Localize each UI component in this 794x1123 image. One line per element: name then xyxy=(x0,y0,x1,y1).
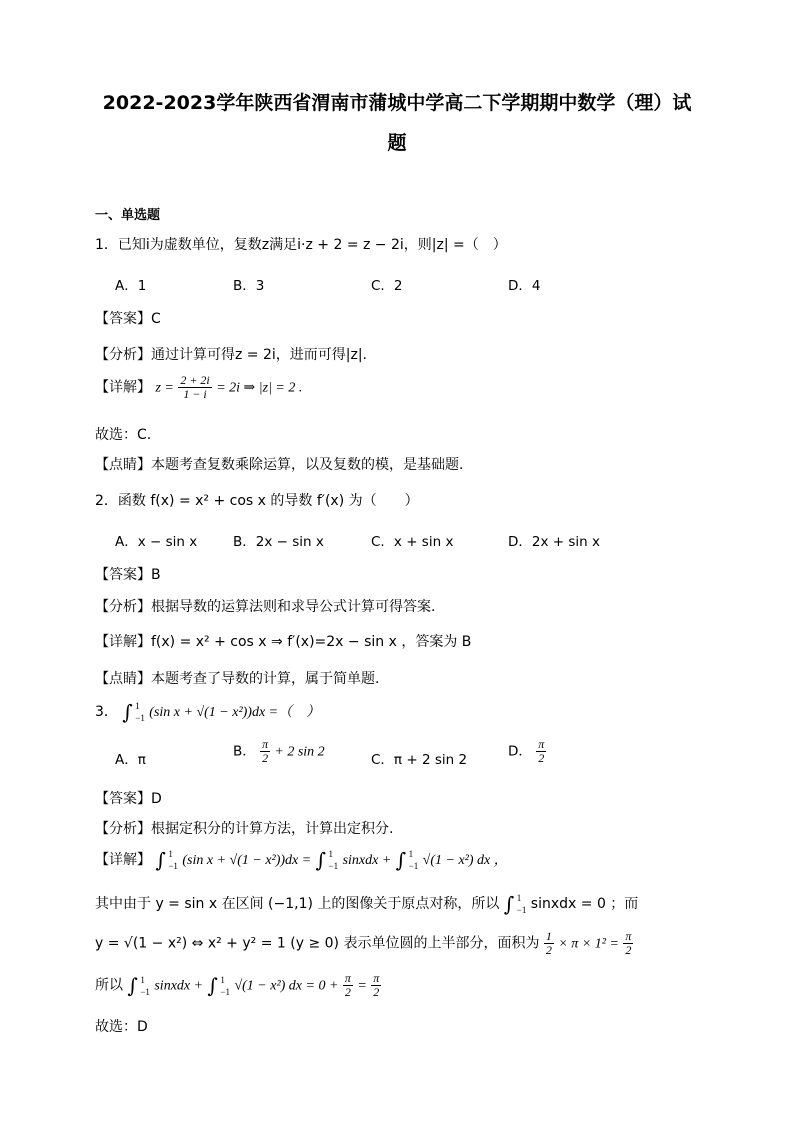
q2-answer-value: B xyxy=(151,567,161,583)
integral-limits xyxy=(140,974,150,998)
q2-option-b: B．2x − sin x xyxy=(233,534,324,550)
analysis-label: 【分析】 xyxy=(95,347,151,363)
q1-detail-lhs: z = xyxy=(155,380,174,396)
answer-label: 【答案】 xyxy=(95,567,151,583)
q3-line2-text: 其中由于 y = sin x 在区间 (−1,1) 上的图像关于原点对称，所以 xyxy=(95,896,500,912)
q3-detail-part-a: (sin x + √(1 − x²))dx = xyxy=(182,853,312,868)
q3-option-d-fraction xyxy=(536,738,546,765)
denominator: 2 xyxy=(373,985,380,999)
integral-sign-icon: ∫ xyxy=(155,848,166,872)
upper-limit: 1 xyxy=(135,701,140,711)
q3-line4-equals: = xyxy=(357,978,367,994)
q3-detail-line-2 xyxy=(95,892,638,916)
lower-limit: −1 xyxy=(328,861,339,871)
q2-option-d: D．2x + sin x xyxy=(508,534,600,550)
numerator: π xyxy=(373,971,380,985)
q1-answer-value: C xyxy=(151,311,161,327)
numerator: 1 xyxy=(545,929,552,943)
half-fraction xyxy=(544,930,554,957)
integral-limits xyxy=(329,848,339,872)
pi-half-fraction xyxy=(371,972,381,999)
lower-limit: −1 xyxy=(516,905,527,915)
q2-detail-text: f(x) = x² + cos x ⇒ f′(x)=2x − sin x ，答案为 B xyxy=(151,634,472,650)
integral-sign-icon: ∫ xyxy=(207,973,218,998)
q1-detail-denominator: 1 − i xyxy=(183,387,207,401)
q1-analysis xyxy=(95,344,367,364)
q1-stem: 1．已知i为虚数单位，复数z满足i·z + 2 = z − 2i，则|z| =（ ） xyxy=(95,237,507,253)
q2-comment-text: 本题考查了导数的计算，属于简单题. xyxy=(151,671,380,687)
q3-line3-mid: × π × 1² = xyxy=(558,936,619,952)
integral-limits xyxy=(220,974,230,998)
q1-option-d: D．4 xyxy=(508,278,541,294)
lower-limit: −1 xyxy=(220,986,230,997)
q1-option-a: A．1 xyxy=(115,278,147,294)
q1-comment xyxy=(95,454,463,474)
detail-label: 【详解】 xyxy=(95,379,151,396)
answer-label: 【答案】 xyxy=(95,311,151,327)
q3-stem xyxy=(95,700,320,724)
q3-option-b-denominator: 2 xyxy=(262,751,269,765)
integral-limits xyxy=(409,848,419,872)
upper-limit: 1 xyxy=(220,974,225,985)
integral-sign-icon: ∫ xyxy=(503,892,515,916)
q1-choose: 故选：C. xyxy=(95,427,152,443)
q3-detail-part-c: √(1 − x²) dx ， xyxy=(422,853,508,868)
q3-option-b-numerator: π xyxy=(262,737,269,751)
q3-option-b-rest: + 2 sin 2 xyxy=(274,744,325,760)
q3-analysis xyxy=(95,818,393,838)
q3-answer-value: D xyxy=(151,791,162,807)
comment-label: 【点睛】 xyxy=(95,671,151,687)
q3-option-b-letter: B． xyxy=(233,743,256,760)
lower-limit: −1 xyxy=(135,713,145,723)
q1-detail xyxy=(95,374,302,401)
q2-detail xyxy=(95,631,471,651)
q3-number: 3． xyxy=(95,704,118,720)
q3-option-d-denominator: 2 xyxy=(538,751,545,765)
upper-limit: 1 xyxy=(516,893,522,903)
numerator: π xyxy=(344,971,351,985)
integral-sign-icon: ∫ xyxy=(127,973,138,998)
q3-analysis-text: 根据定积分的计算方法，计算出定积分. xyxy=(151,821,394,837)
q1-option-b: B．3 xyxy=(233,278,265,294)
q2-analysis xyxy=(95,596,435,616)
q3-detail-line-4 xyxy=(95,972,381,999)
q3-line2-end: sinxdx = 0 ；而 xyxy=(530,896,639,912)
q1-detail-numerator: 2 + 2i xyxy=(180,373,210,387)
integral-sign-icon: ∫ xyxy=(315,848,327,872)
detail-label: 【详解】 xyxy=(95,634,151,650)
q1-analysis-text: 通过计算可得z = 2i，进而可得|z|. xyxy=(151,347,368,363)
denominator: 2 xyxy=(545,943,552,957)
q3-answer xyxy=(95,788,162,808)
pi-half-fraction xyxy=(343,972,353,999)
q3-choose: 故选：D xyxy=(95,1019,148,1035)
answer-label: 【答案】 xyxy=(95,791,151,807)
document-title-line-2: 题 xyxy=(387,132,407,154)
q2-answer xyxy=(95,564,161,584)
q3-option-a: A．π xyxy=(115,752,146,768)
q1-comment-text: 本题考查复数乘除运算，以及复数的模，是基础题. xyxy=(151,457,464,473)
comment-label: 【点睛】 xyxy=(95,457,151,473)
q2-analysis-text: 根据导数的运算法则和求导公式计算可得答案. xyxy=(151,599,436,615)
q3-option-c: C．π + 2 sin 2 xyxy=(371,752,468,768)
upper-limit: 1 xyxy=(168,849,173,859)
lower-limit: −1 xyxy=(408,861,419,871)
upper-limit: 1 xyxy=(328,849,334,859)
q3-stem-expression: (sin x + √(1 − x²))dx =（ ） xyxy=(149,705,321,720)
q1-answer xyxy=(95,308,161,328)
integral-limits xyxy=(517,892,527,916)
integral-sign-icon: ∫ xyxy=(122,700,133,724)
numerator: π xyxy=(625,929,632,943)
denominator: 2 xyxy=(625,943,632,957)
q3-option-b-fraction xyxy=(260,738,270,765)
q3-line4-mid1: sinxdx + xyxy=(154,978,204,994)
q3-option-d-letter: D． xyxy=(508,743,532,760)
q1-detail-rhs: = 2i ⇒ |z| = 2 . xyxy=(216,380,303,396)
q3-detail-part-b: sinxdx + xyxy=(342,853,392,868)
q3-option-b xyxy=(233,738,325,765)
upper-limit: 1 xyxy=(140,974,145,985)
q3-option-d-numerator: π xyxy=(538,737,545,751)
analysis-label: 【分析】 xyxy=(95,821,151,837)
q3-line4-mid2: √(1 − x²) dx = 0 + xyxy=(234,978,339,994)
q3-detail xyxy=(95,848,508,872)
q2-option-a: A．x − sin x xyxy=(115,534,198,550)
pi-half-fraction xyxy=(623,930,633,957)
q3-line3-text: y = √(1 − x²) ⇔ x² + y² = 1 (y ≥ 0) 表示单位圆的上半部分，面积为 xyxy=(95,935,540,952)
q1-option-c: C．2 xyxy=(371,278,403,294)
document-title-line-1: 2022-2023学年陕西省渭南市蒲城中学高二下学期期中数学（理）试 xyxy=(102,92,692,114)
q2-stem: 2．函数 f(x) = x² + cos x 的导数 f′(x) 为（ ） xyxy=(95,493,419,509)
q3-option-d xyxy=(508,738,546,765)
integral-limits xyxy=(168,848,178,872)
detail-label: 【详解】 xyxy=(95,852,151,868)
q3-detail-line-3 xyxy=(95,930,633,957)
q3-integral-limits xyxy=(135,700,145,724)
integral-sign-icon: ∫ xyxy=(395,848,407,872)
lower-limit: −1 xyxy=(140,986,150,997)
q3-line4-text: 所以 xyxy=(95,977,123,994)
analysis-label: 【分析】 xyxy=(95,599,151,615)
q2-comment xyxy=(95,668,379,688)
lower-limit: −1 xyxy=(168,861,178,871)
q1-detail-fraction xyxy=(178,374,211,401)
section-heading: 一、单选题 xyxy=(95,208,161,223)
denominator: 2 xyxy=(344,985,351,999)
upper-limit: 1 xyxy=(408,849,414,859)
q2-option-c: C．x + sin x xyxy=(371,534,454,550)
